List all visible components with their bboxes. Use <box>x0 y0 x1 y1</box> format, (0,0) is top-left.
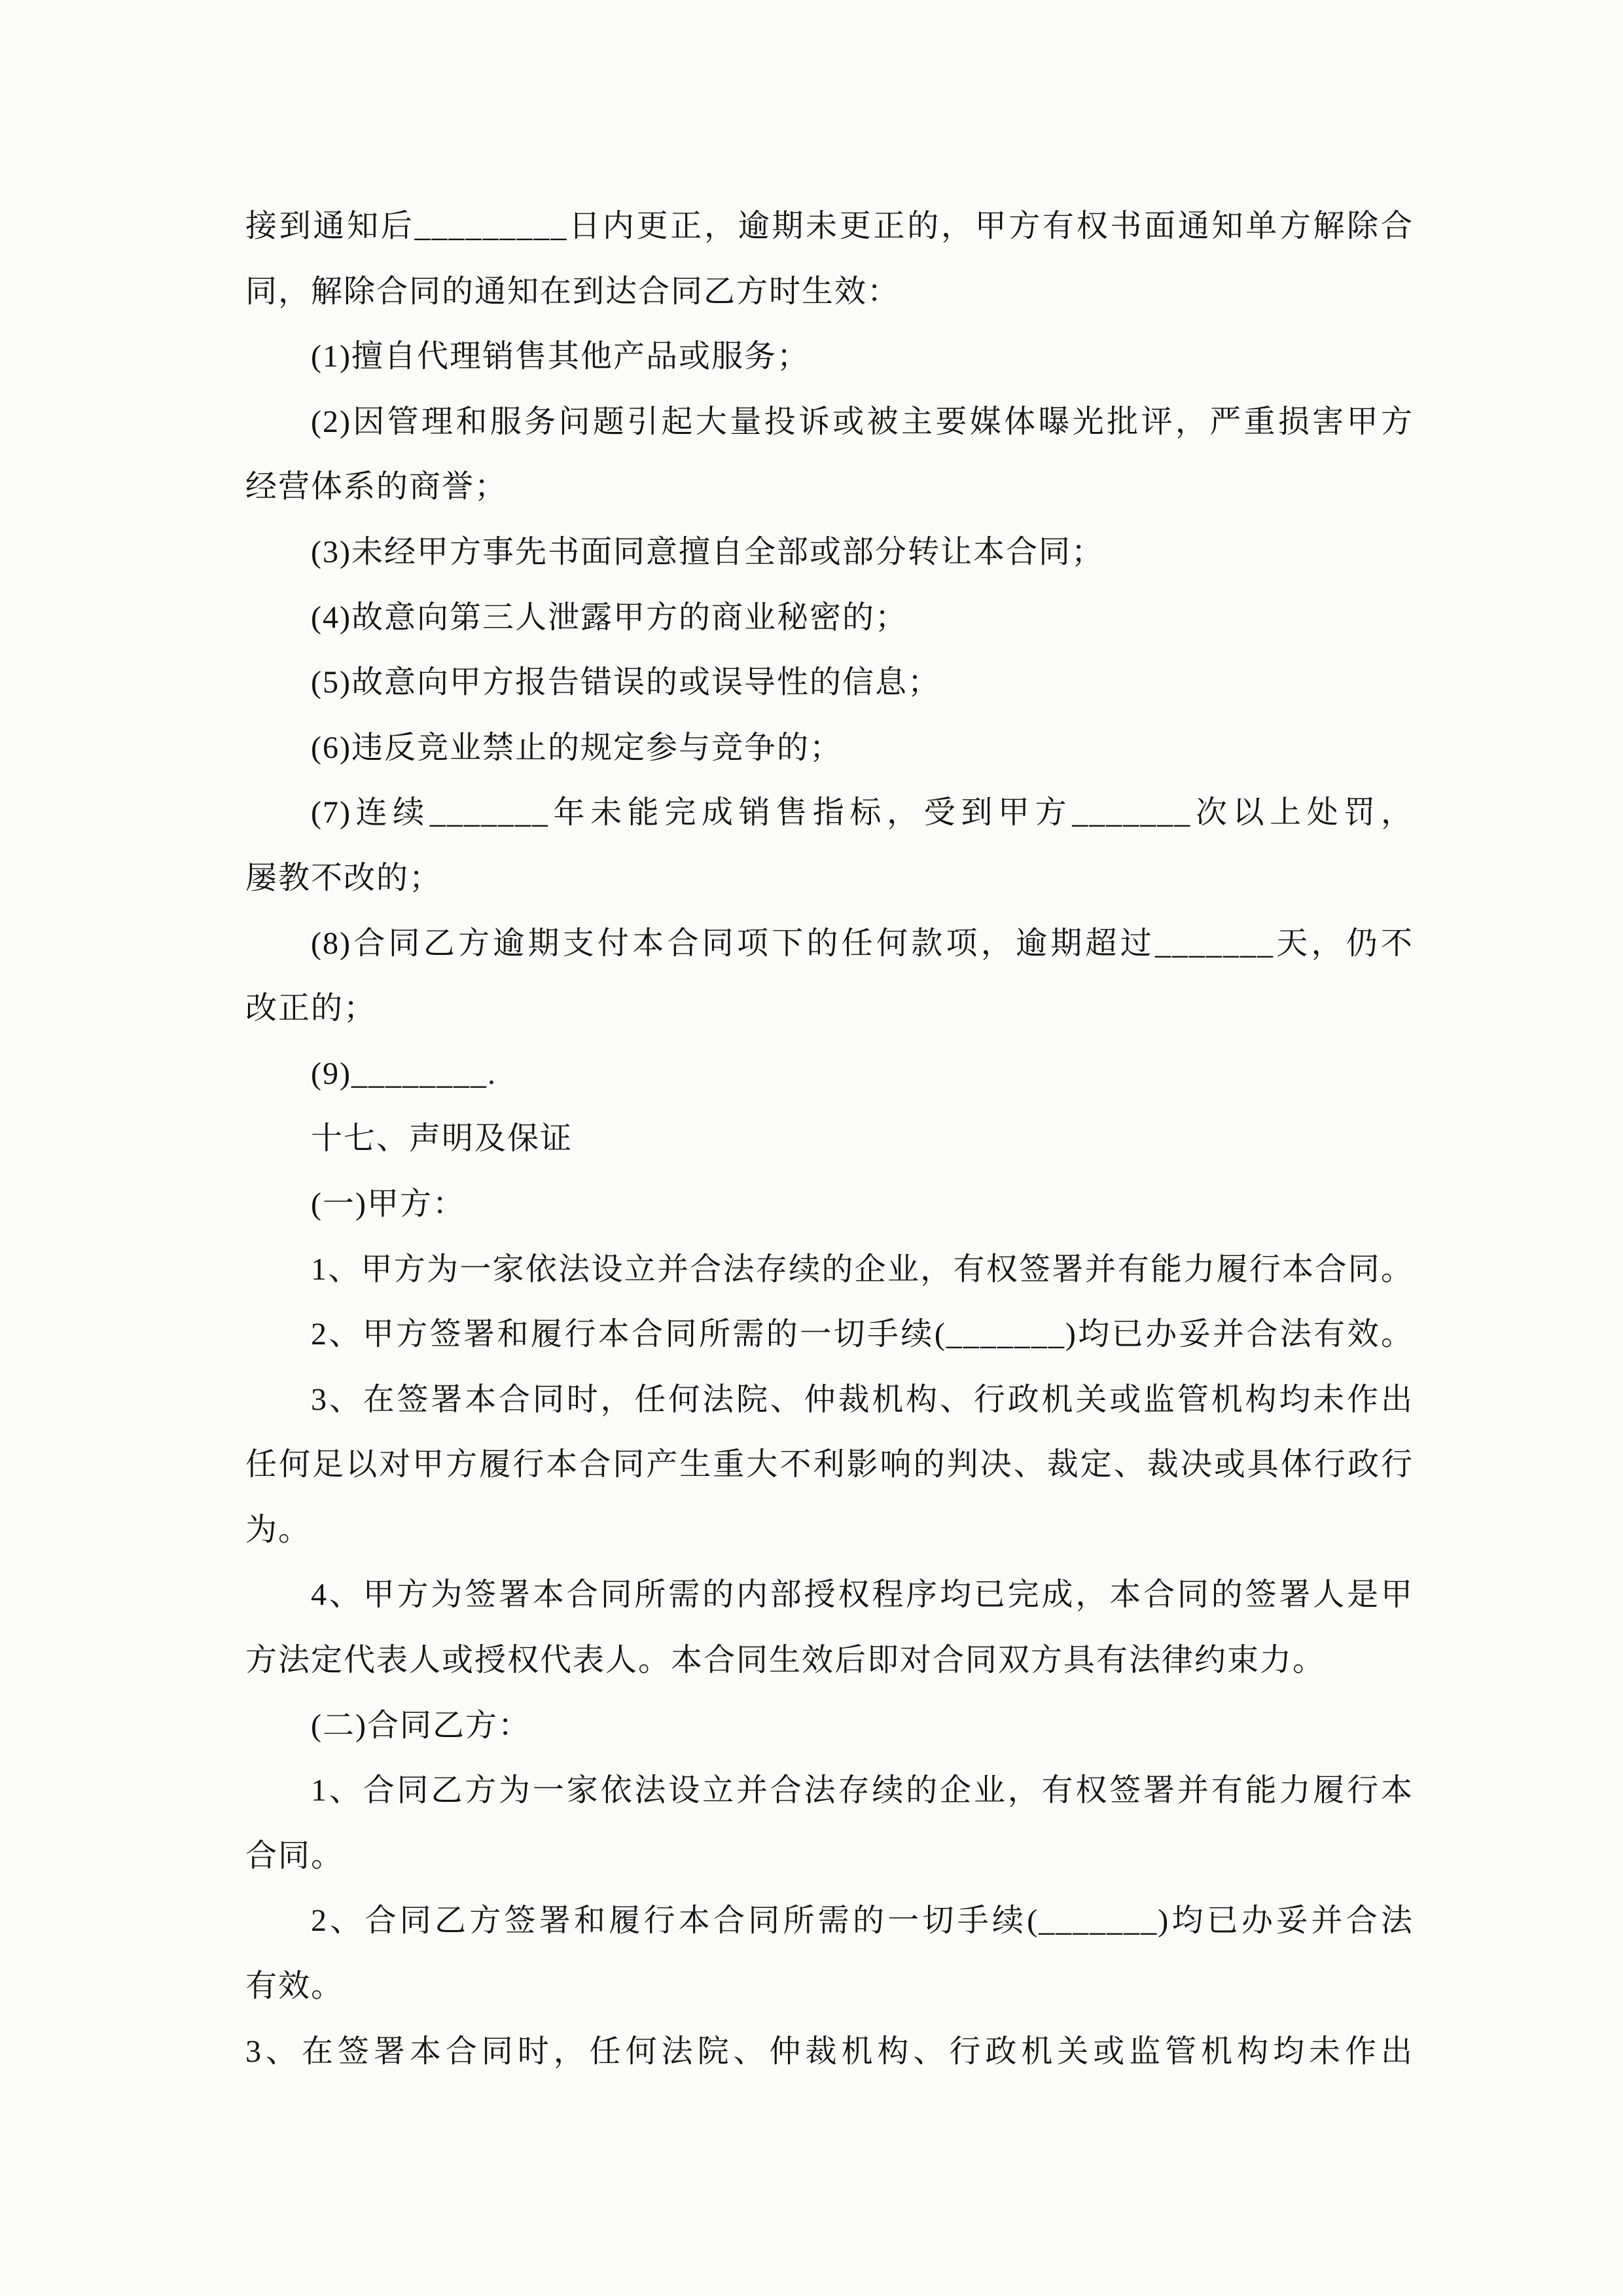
contract-line: (一)甲方： <box>311 1186 465 1221</box>
contract-line: (8)合同乙方逾期支付本合同项下的任何款项，逾期超过_______天，仍不 <box>311 925 1414 961</box>
contract-line: (3)未经甲方事先书面同意擅自全部或部分转让本合同； <box>311 534 1104 569</box>
contract-line: 为。 <box>245 1512 312 1547</box>
contract-line: 3、在签署本合同时，任何法院、仲裁机构、行政机关或监管机构均未作出 <box>311 1382 1414 1417</box>
contract-line: 2、甲方签署和履行本合同所需的一切手续(_______)均已办妥并合法有效。 <box>311 1317 1414 1352</box>
contract-line: 任何足以对甲方履行本合同产生重大不利影响的判决、裁定、裁决或具体行政行 <box>245 1447 1414 1482</box>
section-heading: 十七、声明及保证 <box>311 1121 573 1157</box>
contract-line: 有效。 <box>245 1969 344 2004</box>
contract-line: (1)擅自代理销售其他产品或服务； <box>311 339 810 374</box>
contract-line: 2、合同乙方签署和履行本合同所需的一切手续(_______)均已办妥并合法 <box>311 1903 1414 1939</box>
contract-line: 合同。 <box>245 1838 344 1873</box>
contract-line: (4)故意向第三人泄露甲方的商业秘密的； <box>311 600 908 635</box>
contract-line: 屡教不改的； <box>245 860 442 895</box>
contract-line: (二)合同乙方： <box>311 1708 531 1743</box>
contract-line: 3、在签署本合同时，任何法院、仲裁机构、行政机关或监管机构均未作出 <box>245 2034 1414 2069</box>
contract-line: (7)连续_______年未能完成销售指标，受到甲方_______次以上处罚， <box>311 795 1414 831</box>
contract-line: 经营体系的商誉； <box>245 469 508 505</box>
contract-line: (2)因管理和服务问题引起大量投诉或被主要媒体曝光批评，严重损害甲方 <box>311 404 1414 439</box>
contract-line: (5)故意向甲方报告错误的或误导性的信息； <box>311 665 940 700</box>
contract-line: (9)________. <box>311 1056 497 1091</box>
contract-line: 1、甲方为一家依法设立并合法存续的企业，有权签署并有能力履行本合同。 <box>311 1251 1414 1287</box>
contract-line: 方法定代表人或授权代表人。本合同生效后即对合同双方具有法律约束力。 <box>245 1643 1326 1678</box>
contract-line: 改正的； <box>245 991 377 1026</box>
contract-line: 4、甲方为签署本合同所需的内部授权程序均已完成，本合同的签署人是甲 <box>311 1577 1414 1613</box>
contract-line: 1、合同乙方为一家依法设立并合法存续的企业，有权签署并有能力履行本 <box>311 1773 1414 1808</box>
contract-line: 同，解除合同的通知在到达合同乙方时生效： <box>245 274 901 309</box>
contract-line: 接到通知后_________日内更正，逾期未更正的，甲方有权书面通知单方解除合 <box>245 209 1414 243</box>
contract-line: (6)违反竞业禁止的规定参与竞争的； <box>311 730 842 765</box>
